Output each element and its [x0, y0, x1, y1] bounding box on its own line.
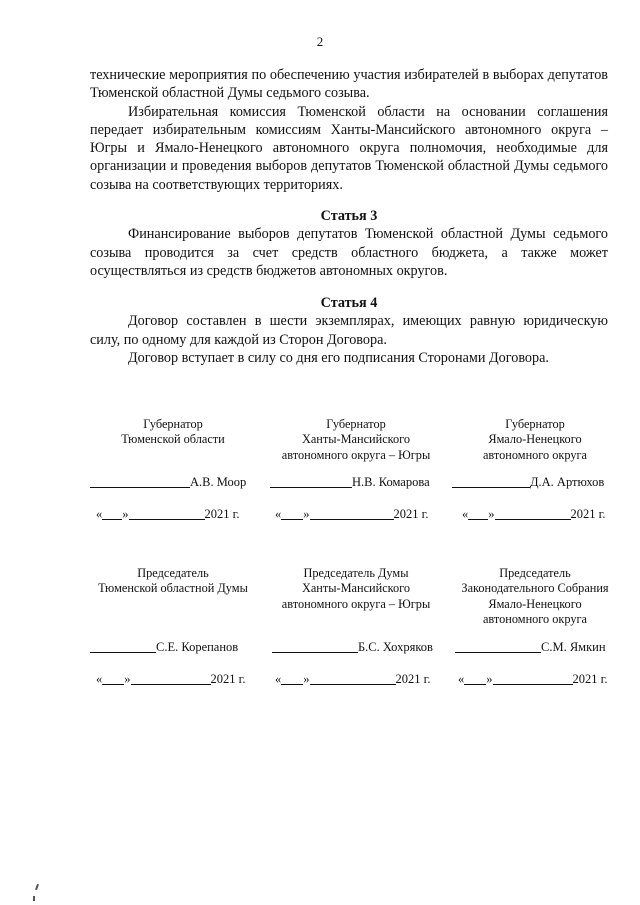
- signature-underline: [272, 640, 358, 653]
- date-line-komarova: [275, 507, 428, 522]
- day-blank: [464, 672, 486, 685]
- title-line: автономного округа – Югры: [281, 447, 431, 462]
- quote-open: «: [275, 507, 282, 521]
- signatory-name: Н.В. Комарова: [352, 475, 430, 489]
- signatory-name: С.Е. Корепанов: [156, 640, 239, 654]
- signatory-title-chair-tyumen-duma: [78, 566, 268, 597]
- title-line: автономного округа: [482, 447, 588, 462]
- signature-underline: [455, 640, 541, 653]
- title-line: Тюменской области: [121, 432, 225, 447]
- quote-open: «: [96, 507, 103, 521]
- title-line: Губернатор: [143, 417, 203, 431]
- title-line: Ямало-Ненецкого: [488, 432, 582, 447]
- date-line-korepanov: [96, 672, 245, 687]
- article-4-paragraph-2: Договор вступает в силу со дня его подписания Сторонами Договора.: [128, 349, 549, 366]
- title-line: Губернатор: [326, 417, 386, 431]
- intro-section: [90, 66, 608, 194]
- signatory-title-chair-khmao-duma: [261, 566, 451, 612]
- signature-underline: [452, 475, 530, 488]
- date-line-khokhryakov: [275, 672, 430, 687]
- signatory-title-chair-yanao-assembly: [440, 566, 630, 627]
- day-blank: [468, 507, 488, 520]
- signature-line-yamkin: [455, 640, 606, 655]
- quote-close: »: [303, 672, 310, 686]
- signatory-name: Д.А. Артюхов: [530, 475, 605, 489]
- quote-open: «: [96, 672, 103, 686]
- quote-close: »: [124, 672, 131, 686]
- month-blank: [129, 507, 205, 520]
- date-year: 2021 г.: [572, 672, 608, 686]
- scan-mark: [35, 884, 39, 890]
- title-line: Губернатор: [505, 417, 565, 431]
- quote-close: »: [122, 507, 129, 521]
- signature-line-artyukhov: [452, 475, 604, 490]
- month-blank: [310, 672, 396, 685]
- signatory-name: А.В. Моор: [190, 475, 247, 489]
- article-3-paragraph: Финансирование выборов депутатов Тюменской областной Думы седьмого созыва проводится за счет средств областного бюджета, а также может осуществляться из средств бюджетов автономных округов.: [90, 226, 608, 279]
- quote-open: «: [462, 507, 469, 521]
- article-4-paragraph-1: Договор составлен в шести экземплярах, имеющих равную юридическую силу, по одному для каждой из Сторон Договора.: [90, 313, 608, 348]
- day-blank: [281, 672, 303, 685]
- quote-close: »: [303, 507, 310, 521]
- date-year: 2021 г.: [395, 672, 431, 686]
- signatory-name: Б.С. Хохряков: [358, 640, 433, 654]
- signatory-name: С.М. Ямкин: [541, 640, 606, 654]
- signatory-title-governor-yanao: [440, 417, 630, 463]
- month-blank: [131, 672, 211, 685]
- signature-underline: [90, 640, 156, 653]
- title-line: Тюменской областной Думы: [98, 581, 248, 596]
- date-line-yamkin: [458, 672, 607, 687]
- title-line: Председатель Думы: [303, 566, 409, 580]
- scan-mark: [33, 896, 35, 901]
- article-4-heading: Статья 4: [320, 295, 378, 311]
- title-line: Ханты-Мансийского: [301, 432, 411, 447]
- month-blank: [493, 672, 573, 685]
- date-year: 2021 г.: [570, 507, 606, 521]
- day-blank: [281, 507, 303, 520]
- signature-line-khokhryakov: [272, 640, 433, 655]
- month-blank: [310, 507, 394, 520]
- date-year: 2021 г.: [210, 672, 246, 686]
- title-line: автономного округа – Югры: [281, 596, 431, 611]
- signature-line-moor: [90, 475, 246, 490]
- intro-paragraph-1: технические мероприятия по обеспечению участия избирателей в выборах депутатов Тюменской областной Думы седьмого созыва.: [90, 67, 608, 102]
- date-year: 2021 г.: [204, 507, 240, 521]
- title-line: Председатель: [137, 566, 209, 580]
- title-line: Законодательного Собрания: [461, 581, 609, 596]
- article-4-section: [90, 294, 608, 367]
- title-line: Ямало-Ненецкого: [488, 596, 582, 611]
- page-number: 2: [316, 34, 324, 49]
- signature-line-korepanov: [90, 640, 238, 655]
- title-line: Ханты-Мансийского: [301, 581, 411, 596]
- signature-underline: [270, 475, 352, 488]
- title-line: автономного округа: [482, 611, 588, 626]
- date-year: 2021 г.: [393, 507, 429, 521]
- date-line-moor: [96, 507, 239, 522]
- signatory-title-governor-tyumen: [78, 417, 268, 448]
- quote-open: «: [458, 672, 465, 686]
- month-blank: [495, 507, 571, 520]
- signatory-title-governor-khmao: [261, 417, 451, 463]
- intro-paragraph-2: Избирательная комиссия Тюменской области на основании соглашения передает избирательным комиссиям Ханты-Мансийского автономного округа – Югры и Ямало-Ненецкого автономного округа полномочия, необходимые для организации и проведения выборов депутатов Тюменской областной Думы седьмого созыва на соответствующих территориях.: [90, 103, 608, 193]
- quote-close: »: [488, 507, 495, 521]
- day-blank: [102, 507, 122, 520]
- signature-line-komarova: [270, 475, 430, 490]
- article-3-heading: Статья 3: [320, 208, 378, 224]
- quote-close: »: [486, 672, 493, 686]
- quote-open: «: [275, 672, 282, 686]
- signature-underline: [90, 475, 190, 488]
- date-line-artyukhov: [462, 507, 605, 522]
- title-line: Председатель: [499, 566, 571, 580]
- day-blank: [102, 672, 124, 685]
- article-3-section: [90, 207, 608, 280]
